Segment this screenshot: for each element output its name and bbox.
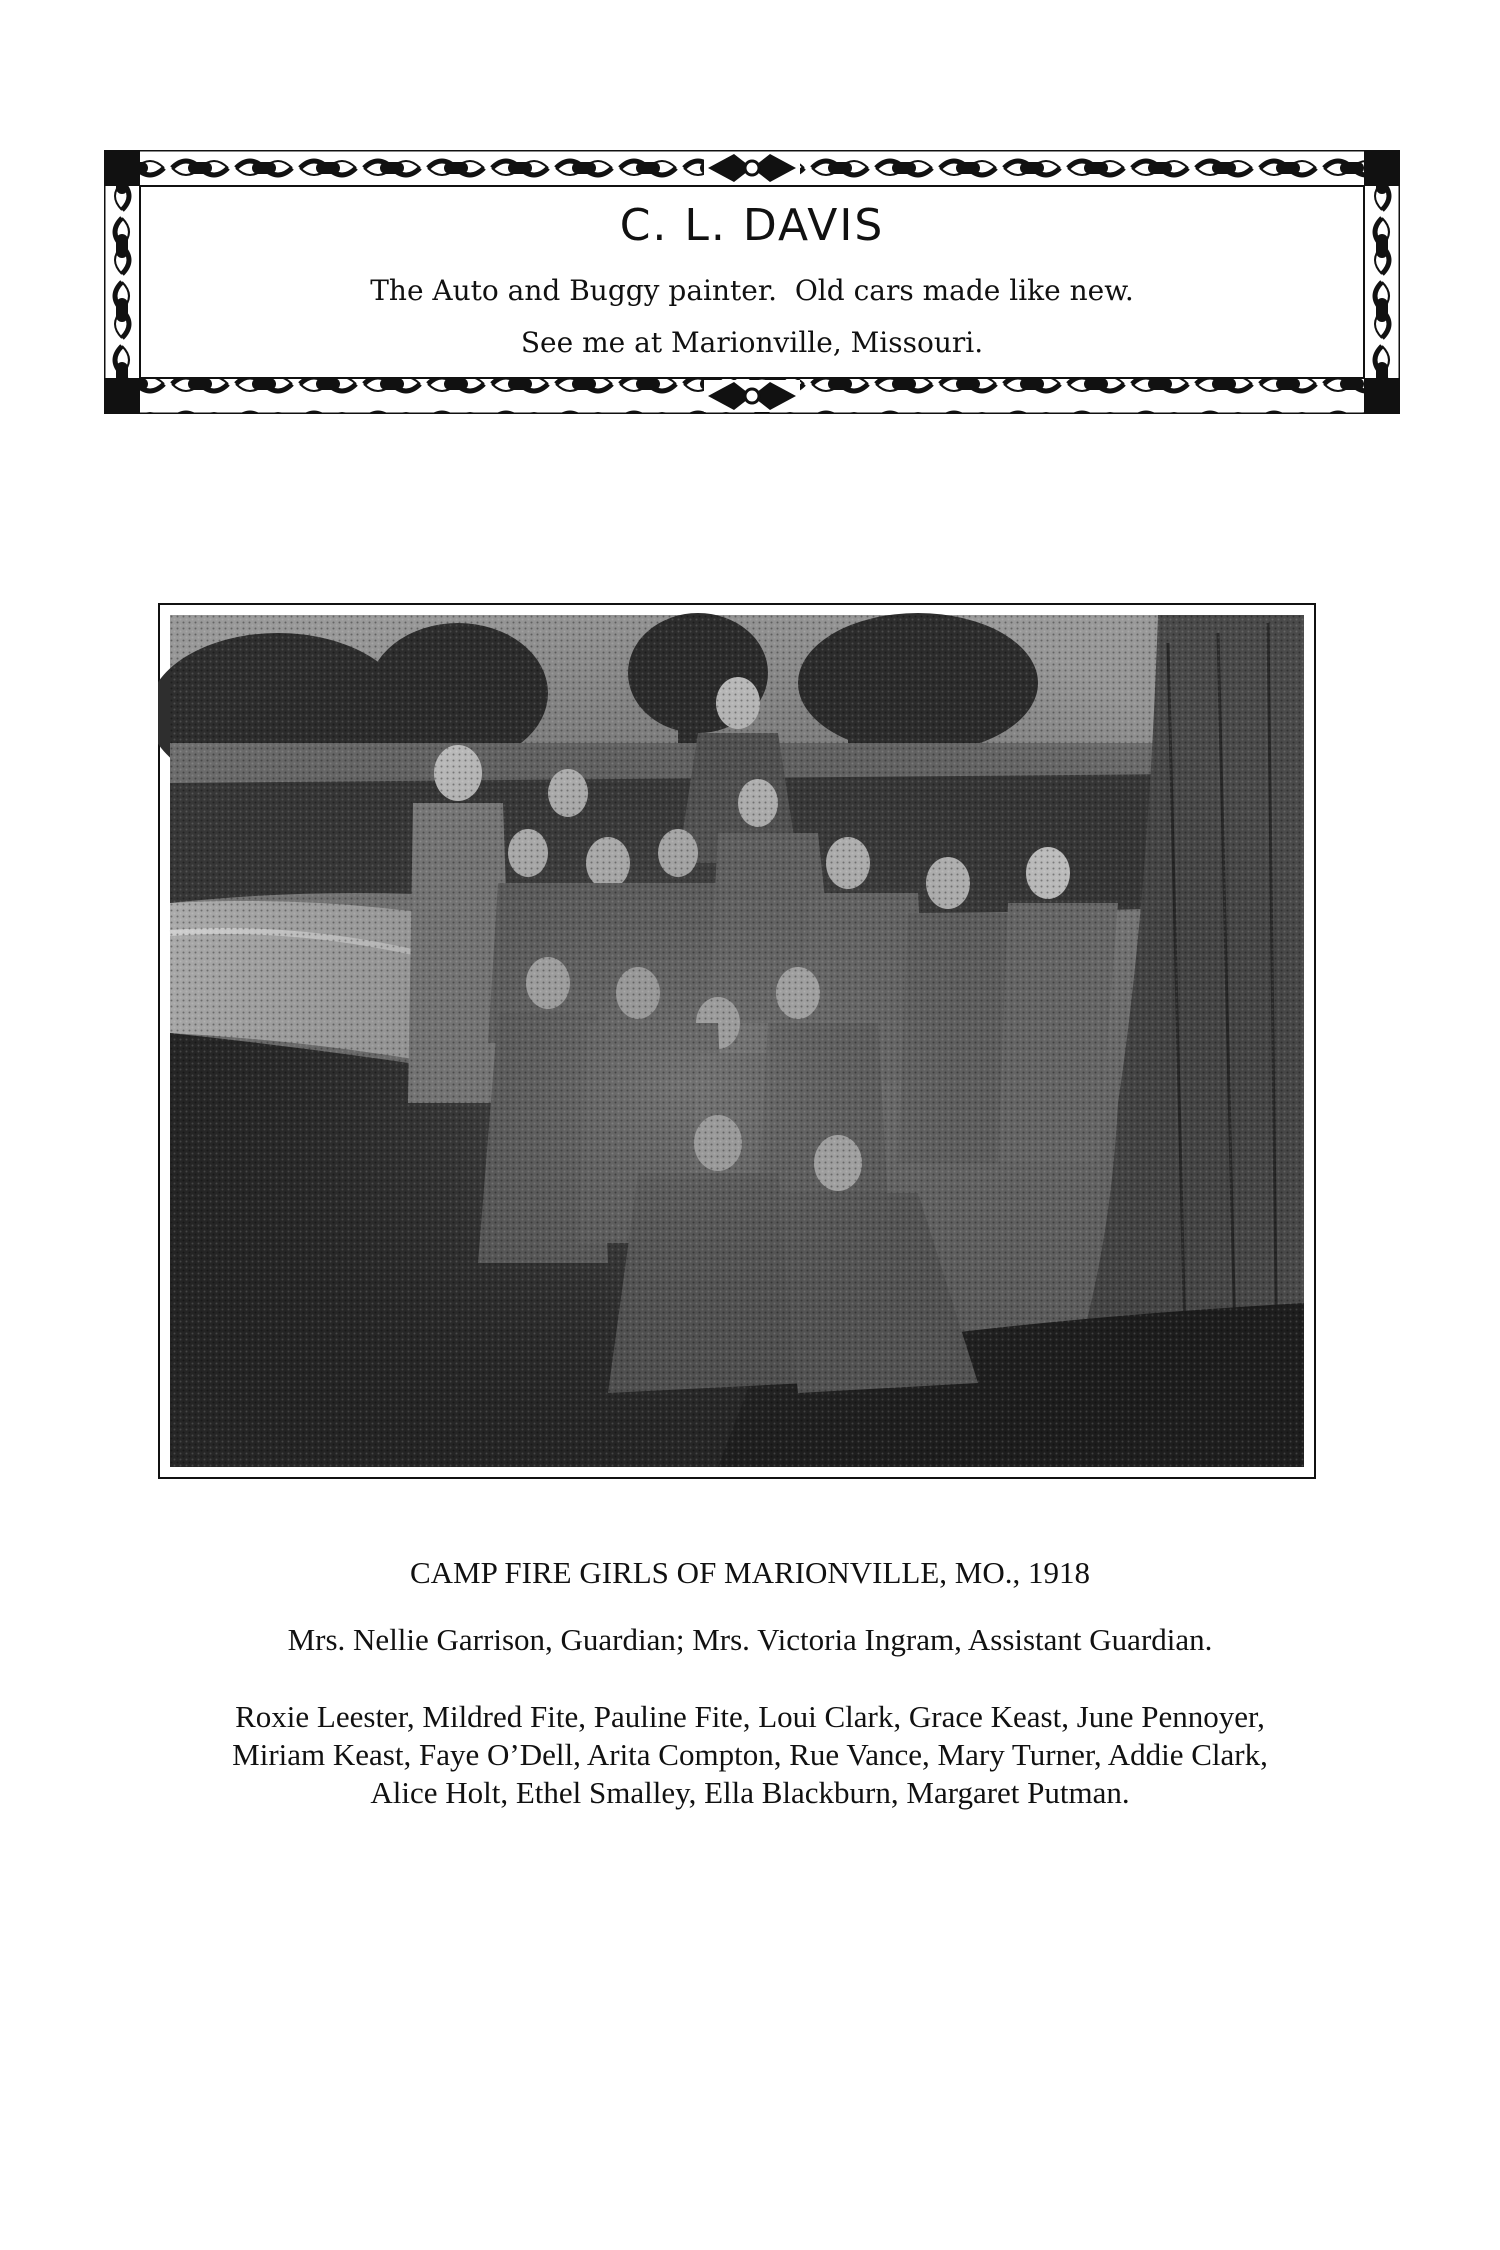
photo-caption-title: CAMP FIRE GIRLS OF MARIONVILLE, MO., 1918 <box>409 1555 1091 1590</box>
group-photograph <box>158 603 1316 1479</box>
photo-caption-guardians: Mrs. Nellie Garrison, Guardian; Mrs. Victoria Ingram, Assistant Guardian. <box>287 1622 1213 1657</box>
center-ornament-bottom <box>704 380 800 412</box>
names-line-2: Miriam Keast, Faye O’Dell, Arita Compton, Rue Vance, Mary Turner, Addie Clark, <box>232 1737 1268 1772</box>
advertisement-line-1: The Auto and Buggy painter. Old cars made like new. <box>370 274 1134 307</box>
advertisement-box <box>104 150 1400 414</box>
names-line-1: Roxie Leester, Mildred Fite, Pauline Fite, Loui Clark, Grace Keast, June Pennoyer, <box>235 1699 1265 1734</box>
advertiser-name: C. L. DAVIS <box>619 200 885 251</box>
advertisement-line-2: See me at Marionville, Missouri. <box>520 326 984 359</box>
center-ornament-top <box>704 152 800 184</box>
photo-caption-names <box>100 1698 1400 1812</box>
names-line-3: Alice Holt, Ethel Smalley, Ella Blackburn, Margaret Putman. <box>370 1775 1130 1810</box>
